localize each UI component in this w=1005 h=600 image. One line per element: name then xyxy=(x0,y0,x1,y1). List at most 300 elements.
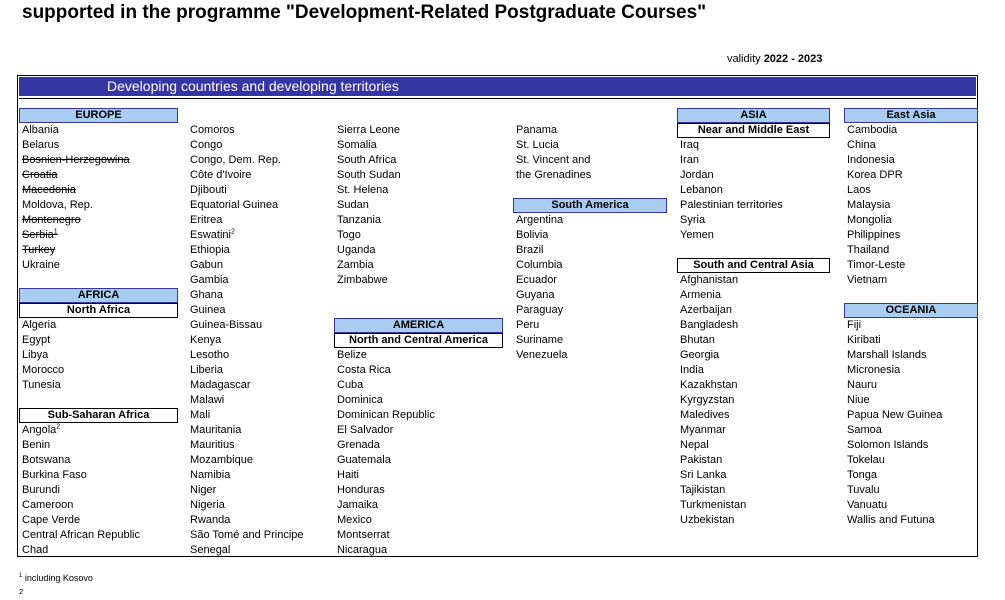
region-text: Nigeria xyxy=(190,499,225,511)
country-item xyxy=(187,333,332,348)
country-item-struck xyxy=(19,153,178,168)
region-heading xyxy=(19,288,178,303)
region-text: Kenya xyxy=(190,334,222,346)
region-text: Ecuador xyxy=(516,274,557,286)
region-text: Nepal xyxy=(680,439,709,451)
subregion-heading xyxy=(677,258,830,273)
region-text: Tunesia xyxy=(22,379,61,391)
subregion-heading xyxy=(677,123,830,138)
country-item xyxy=(187,438,332,453)
region-text: Niger xyxy=(190,484,217,496)
region-text: Gabun xyxy=(190,259,224,271)
region-text: Venezuela xyxy=(516,349,568,361)
country-item xyxy=(187,273,332,288)
region-text: Moldova, Rep. xyxy=(22,199,93,211)
region-text: Costa Rica xyxy=(337,364,391,376)
country-item xyxy=(19,378,178,393)
country-item xyxy=(334,258,503,273)
country-item xyxy=(19,333,178,348)
country-item xyxy=(334,483,503,498)
country-item xyxy=(187,198,332,213)
country-item xyxy=(334,513,503,528)
region-text: Cambodia xyxy=(847,124,898,136)
spacer xyxy=(677,243,830,258)
country-item xyxy=(187,258,332,273)
country-item xyxy=(334,528,503,543)
country-item xyxy=(844,348,978,363)
region-text: Gambia xyxy=(190,274,229,286)
region-text: Namibia xyxy=(190,469,231,481)
country-item xyxy=(334,168,503,183)
region-text: Guyana xyxy=(516,289,555,301)
country-item xyxy=(19,543,178,558)
country-item xyxy=(844,423,978,438)
country-item xyxy=(844,498,978,513)
region-text: Ethiopia xyxy=(190,244,230,256)
region-text: Belarus xyxy=(22,139,60,151)
country-item xyxy=(187,408,332,423)
country-item xyxy=(844,333,978,348)
region-text: Niue xyxy=(847,394,870,406)
country-item xyxy=(513,243,667,258)
region-text: Lebanon xyxy=(680,184,723,196)
region-text: Yemen xyxy=(680,229,714,241)
region-text: Benin xyxy=(22,439,51,451)
region-text: Egypt xyxy=(22,334,51,346)
country-item xyxy=(187,348,332,363)
country-item xyxy=(677,333,830,348)
spacer xyxy=(334,303,503,318)
country-item xyxy=(334,468,503,483)
country-item xyxy=(677,468,830,483)
country-item-struck xyxy=(19,168,178,183)
spacer xyxy=(334,108,503,123)
region-text: Ukraine xyxy=(22,259,60,271)
region-text: Solomon Islands xyxy=(847,439,929,451)
country-item xyxy=(187,123,332,138)
footnote-2 xyxy=(19,587,23,600)
subregion-heading xyxy=(19,408,178,423)
region-text: Zambia xyxy=(337,259,374,271)
region-text: Georgia xyxy=(680,349,720,361)
region-text: Vietnam xyxy=(847,274,888,286)
region-heading xyxy=(677,108,830,123)
region-text: Kyrgyzstan xyxy=(680,394,735,406)
region-text: Burkina Faso xyxy=(22,469,87,481)
country-item xyxy=(187,228,332,243)
region-text: Paraguay xyxy=(516,304,564,316)
spacer xyxy=(19,393,178,408)
country-item xyxy=(334,408,503,423)
region-text: Zimbabwe xyxy=(337,274,388,286)
country-item xyxy=(844,243,978,258)
region-text: Mauritius xyxy=(190,439,235,451)
country-item xyxy=(334,393,503,408)
region-text: Brazil xyxy=(516,244,544,256)
footnote-ref: 2 xyxy=(230,228,235,236)
banner-divider xyxy=(19,98,976,99)
region-text: AFRICA xyxy=(77,289,120,301)
country-item xyxy=(513,303,667,318)
region-text: North Africa xyxy=(66,304,131,316)
region-text: Angola xyxy=(22,424,57,436)
region-text: St. Vincent and xyxy=(516,154,591,166)
region-column xyxy=(513,108,667,363)
region-text: Nauru xyxy=(847,379,877,391)
country-item xyxy=(844,468,978,483)
region-text: Iran xyxy=(680,154,699,166)
region-text: Belize xyxy=(337,349,367,361)
region-text: Eswatini xyxy=(190,229,231,241)
country-item xyxy=(677,453,830,468)
region-heading xyxy=(513,198,667,213)
region-text: Thailand xyxy=(847,244,890,256)
validity-label: validity xyxy=(727,53,761,65)
country-item xyxy=(677,228,830,243)
region-text: Central African Republic xyxy=(22,529,141,541)
spacer xyxy=(334,288,503,303)
region-text: Haiti xyxy=(337,469,360,481)
country-item xyxy=(677,198,830,213)
country-item xyxy=(844,318,978,333)
region-text: Turkmenistan xyxy=(680,499,747,511)
country-item xyxy=(844,153,978,168)
country-item xyxy=(844,183,978,198)
country-item-struck xyxy=(19,213,178,228)
country-item xyxy=(844,273,978,288)
region-text: India xyxy=(680,364,704,376)
region-text: Argentina xyxy=(516,214,564,226)
region-text: Equatorial Guinea xyxy=(190,199,279,211)
region-text: EUROPE xyxy=(75,109,122,121)
country-item xyxy=(677,378,830,393)
region-text: Sierra Leone xyxy=(337,124,400,136)
country-item xyxy=(334,273,503,288)
country-item xyxy=(513,138,667,153)
region-text: Algeria xyxy=(22,319,57,331)
region-text: Montenegro xyxy=(22,214,81,226)
country-item xyxy=(513,348,667,363)
country-item xyxy=(19,138,178,153)
region-text: Armenia xyxy=(680,289,721,301)
region-heading xyxy=(844,108,978,123)
region-text: Mali xyxy=(190,409,211,421)
country-item xyxy=(513,213,667,228)
region-text: ASIA xyxy=(740,109,767,121)
country-item xyxy=(513,318,667,333)
region-text: Dominican Republic xyxy=(337,409,435,421)
region-text: Samoa xyxy=(847,424,882,436)
country-item xyxy=(19,318,178,333)
region-text: Palestinian territories xyxy=(680,199,783,211)
region-text: Suriname xyxy=(516,334,564,346)
country-item xyxy=(334,363,503,378)
country-item xyxy=(334,498,503,513)
spacer xyxy=(844,288,978,303)
region-text: Somalia xyxy=(337,139,377,151)
country-item xyxy=(513,273,667,288)
country-item xyxy=(19,423,178,438)
region-text: Madagascar xyxy=(190,379,251,391)
country-item xyxy=(19,528,178,543)
country-item xyxy=(187,378,332,393)
region-text: Tanzania xyxy=(337,214,382,226)
region-text: Sub-Saharan Africa xyxy=(47,409,150,421)
region-text: Cape Verde xyxy=(22,514,81,526)
country-item xyxy=(19,513,178,528)
country-item xyxy=(677,153,830,168)
country-item xyxy=(334,123,503,138)
country-item xyxy=(187,303,332,318)
country-item xyxy=(844,453,978,468)
region-text: Senegal xyxy=(190,544,231,556)
region-text: Laos xyxy=(847,184,871,196)
region-text: Afghanistan xyxy=(680,274,739,286)
region-text: Rwanda xyxy=(190,514,231,526)
region-text: Chad xyxy=(22,544,49,556)
country-item xyxy=(19,498,178,513)
country-item xyxy=(187,363,332,378)
country-item xyxy=(187,183,332,198)
region-text: Serbia xyxy=(22,229,54,241)
region-text: the Grenadines xyxy=(516,169,592,181)
region-text: Wallis and Futuna xyxy=(847,514,935,526)
region-text: Papua New Guinea xyxy=(847,409,943,421)
country-item xyxy=(513,228,667,243)
region-text: Iraq xyxy=(680,139,699,151)
region-heading xyxy=(19,108,178,123)
region-text: St. Lucia xyxy=(516,139,559,151)
country-item xyxy=(677,438,830,453)
region-text: Marshall Islands xyxy=(847,349,927,361)
region-text: Kazakhstan xyxy=(680,379,738,391)
region-text: Liberia xyxy=(190,364,224,376)
region-text: Macedonia xyxy=(22,184,76,196)
country-item xyxy=(19,348,178,363)
footnote-ref: 2 xyxy=(56,423,61,431)
country-item xyxy=(334,213,503,228)
country-item xyxy=(187,318,332,333)
country-item xyxy=(513,153,667,168)
region-text: Jamaika xyxy=(337,499,378,511)
country-item xyxy=(677,498,830,513)
region-text: Micronesia xyxy=(847,364,901,376)
region-text: Jordan xyxy=(680,169,714,181)
region-text: North and Central America xyxy=(349,334,488,346)
country-item xyxy=(187,423,332,438)
country-item xyxy=(844,123,978,138)
country-item xyxy=(513,123,667,138)
country-item-struck xyxy=(19,228,178,243)
country-item xyxy=(334,228,503,243)
region-heading xyxy=(334,318,503,333)
country-item xyxy=(187,528,332,543)
region-text: Bosnien-Herzegowina xyxy=(22,154,130,166)
region-text: Uganda xyxy=(337,244,376,256)
country-item xyxy=(844,363,978,378)
region-text: Panama xyxy=(516,124,557,136)
region-text: South Africa xyxy=(337,154,397,166)
country-item xyxy=(187,393,332,408)
region-text: São Tomé and Principe xyxy=(190,529,304,541)
country-item xyxy=(19,483,178,498)
region-text: Nicaragua xyxy=(337,544,388,556)
country-item xyxy=(187,168,332,183)
region-text: Turkey xyxy=(22,244,56,256)
country-item xyxy=(677,408,830,423)
region-text: Sudan xyxy=(337,199,369,211)
region-text: Botswana xyxy=(22,454,71,466)
country-item xyxy=(844,438,978,453)
region-text: Libya xyxy=(22,349,49,361)
region-column xyxy=(187,108,332,558)
country-item xyxy=(187,543,332,558)
region-text: El Salvador xyxy=(337,424,394,436)
spacer xyxy=(19,273,178,288)
country-item xyxy=(19,468,178,483)
country-item xyxy=(187,468,332,483)
region-text: AMERICA xyxy=(392,319,445,331)
country-item xyxy=(677,273,830,288)
country-item xyxy=(844,198,978,213)
region-text: Morocco xyxy=(22,364,65,376)
region-text: Myanmar xyxy=(680,424,726,436)
region-text: Montserrat xyxy=(337,529,390,541)
region-text: Peru xyxy=(516,319,540,331)
region-text: Djibouti xyxy=(190,184,227,196)
country-item xyxy=(19,123,178,138)
table-banner: Developing countries and developing territories xyxy=(19,77,976,96)
country-item xyxy=(844,258,978,273)
region-text: Croatia xyxy=(22,169,58,181)
country-item xyxy=(334,543,503,558)
subregion-heading xyxy=(334,333,503,348)
country-item xyxy=(844,513,978,528)
footnote-1-text: including Kosovo xyxy=(22,573,93,583)
country-item-struck xyxy=(19,243,178,258)
spacer xyxy=(513,108,667,123)
country-item xyxy=(677,483,830,498)
region-text: Bhutan xyxy=(680,334,715,346)
region-text: Lesotho xyxy=(190,349,230,361)
region-text: OCEANIA xyxy=(885,304,937,316)
country-item xyxy=(844,228,978,243)
country-item xyxy=(677,423,830,438)
country-item xyxy=(187,513,332,528)
country-item xyxy=(513,168,667,183)
region-text: Tonga xyxy=(847,469,877,481)
region-text: Côte d'Ivoire xyxy=(190,169,252,181)
region-text: Cuba xyxy=(337,379,364,391)
region-text: Tuvalu xyxy=(847,484,880,496)
country-item xyxy=(19,258,178,273)
region-column xyxy=(677,108,830,528)
region-column xyxy=(844,108,978,528)
country-item xyxy=(334,438,503,453)
country-item xyxy=(513,258,667,273)
country-item xyxy=(334,138,503,153)
region-text: Guinea xyxy=(190,304,226,316)
region-text: Indonesia xyxy=(847,154,895,166)
region-text: Maledives xyxy=(680,409,730,421)
region-text: Sri Lanka xyxy=(680,469,727,481)
region-text: Timor-Leste xyxy=(847,259,906,271)
country-item xyxy=(334,243,503,258)
spacer xyxy=(513,183,667,198)
country-item xyxy=(19,453,178,468)
footnote-1-mark: 1 xyxy=(19,573,23,579)
country-item xyxy=(334,423,503,438)
country-item xyxy=(334,198,503,213)
country-item xyxy=(513,333,667,348)
region-text: Malawi xyxy=(190,394,225,406)
country-item xyxy=(334,153,503,168)
region-text: Syria xyxy=(680,214,706,226)
country-item xyxy=(19,363,178,378)
country-item xyxy=(677,318,830,333)
region-text: Ghana xyxy=(190,289,224,301)
region-text: Kiribati xyxy=(847,334,881,346)
region-text: Near and Middle East xyxy=(697,124,810,136)
region-text: China xyxy=(847,139,876,151)
region-text: Mauritania xyxy=(190,424,242,436)
country-item xyxy=(844,408,978,423)
country-item xyxy=(844,483,978,498)
country-item xyxy=(844,213,978,228)
country-item xyxy=(677,513,830,528)
country-item xyxy=(844,168,978,183)
country-item xyxy=(677,363,830,378)
region-text: Congo xyxy=(190,139,223,151)
region-text: South Sudan xyxy=(337,169,401,181)
country-item xyxy=(187,288,332,303)
region-text: Togo xyxy=(337,229,361,241)
country-item xyxy=(677,213,830,228)
region-text: Eritrea xyxy=(190,214,223,226)
region-text: Guatemala xyxy=(337,454,391,466)
country-item xyxy=(677,348,830,363)
subregion-heading xyxy=(19,303,178,318)
region-text: Albania xyxy=(22,124,59,136)
country-item xyxy=(677,138,830,153)
country-item xyxy=(334,453,503,468)
country-item xyxy=(844,138,978,153)
country-item xyxy=(513,288,667,303)
country-item xyxy=(187,138,332,153)
region-text: Pakistan xyxy=(680,454,723,466)
region-text: Philippines xyxy=(847,229,901,241)
region-text: Mexico xyxy=(337,514,372,526)
country-item xyxy=(187,453,332,468)
validity-years: 2022 - 2023 xyxy=(763,53,823,65)
region-text: Dominica xyxy=(337,394,383,406)
region-text: Bolivia xyxy=(516,229,549,241)
country-item xyxy=(334,348,503,363)
region-text: Congo, Dem. Rep. xyxy=(190,154,282,166)
region-text: Vanuatu xyxy=(847,499,888,511)
region-text: Bangladesh xyxy=(680,319,739,331)
country-item xyxy=(187,483,332,498)
country-item xyxy=(677,303,830,318)
region-text: Azerbaijan xyxy=(680,304,732,316)
country-item xyxy=(19,438,178,453)
region-text: Honduras xyxy=(337,484,385,496)
spacer xyxy=(187,108,332,123)
country-item xyxy=(677,168,830,183)
country-item xyxy=(187,498,332,513)
region-text: South and Central Asia xyxy=(693,259,814,271)
country-item xyxy=(187,213,332,228)
